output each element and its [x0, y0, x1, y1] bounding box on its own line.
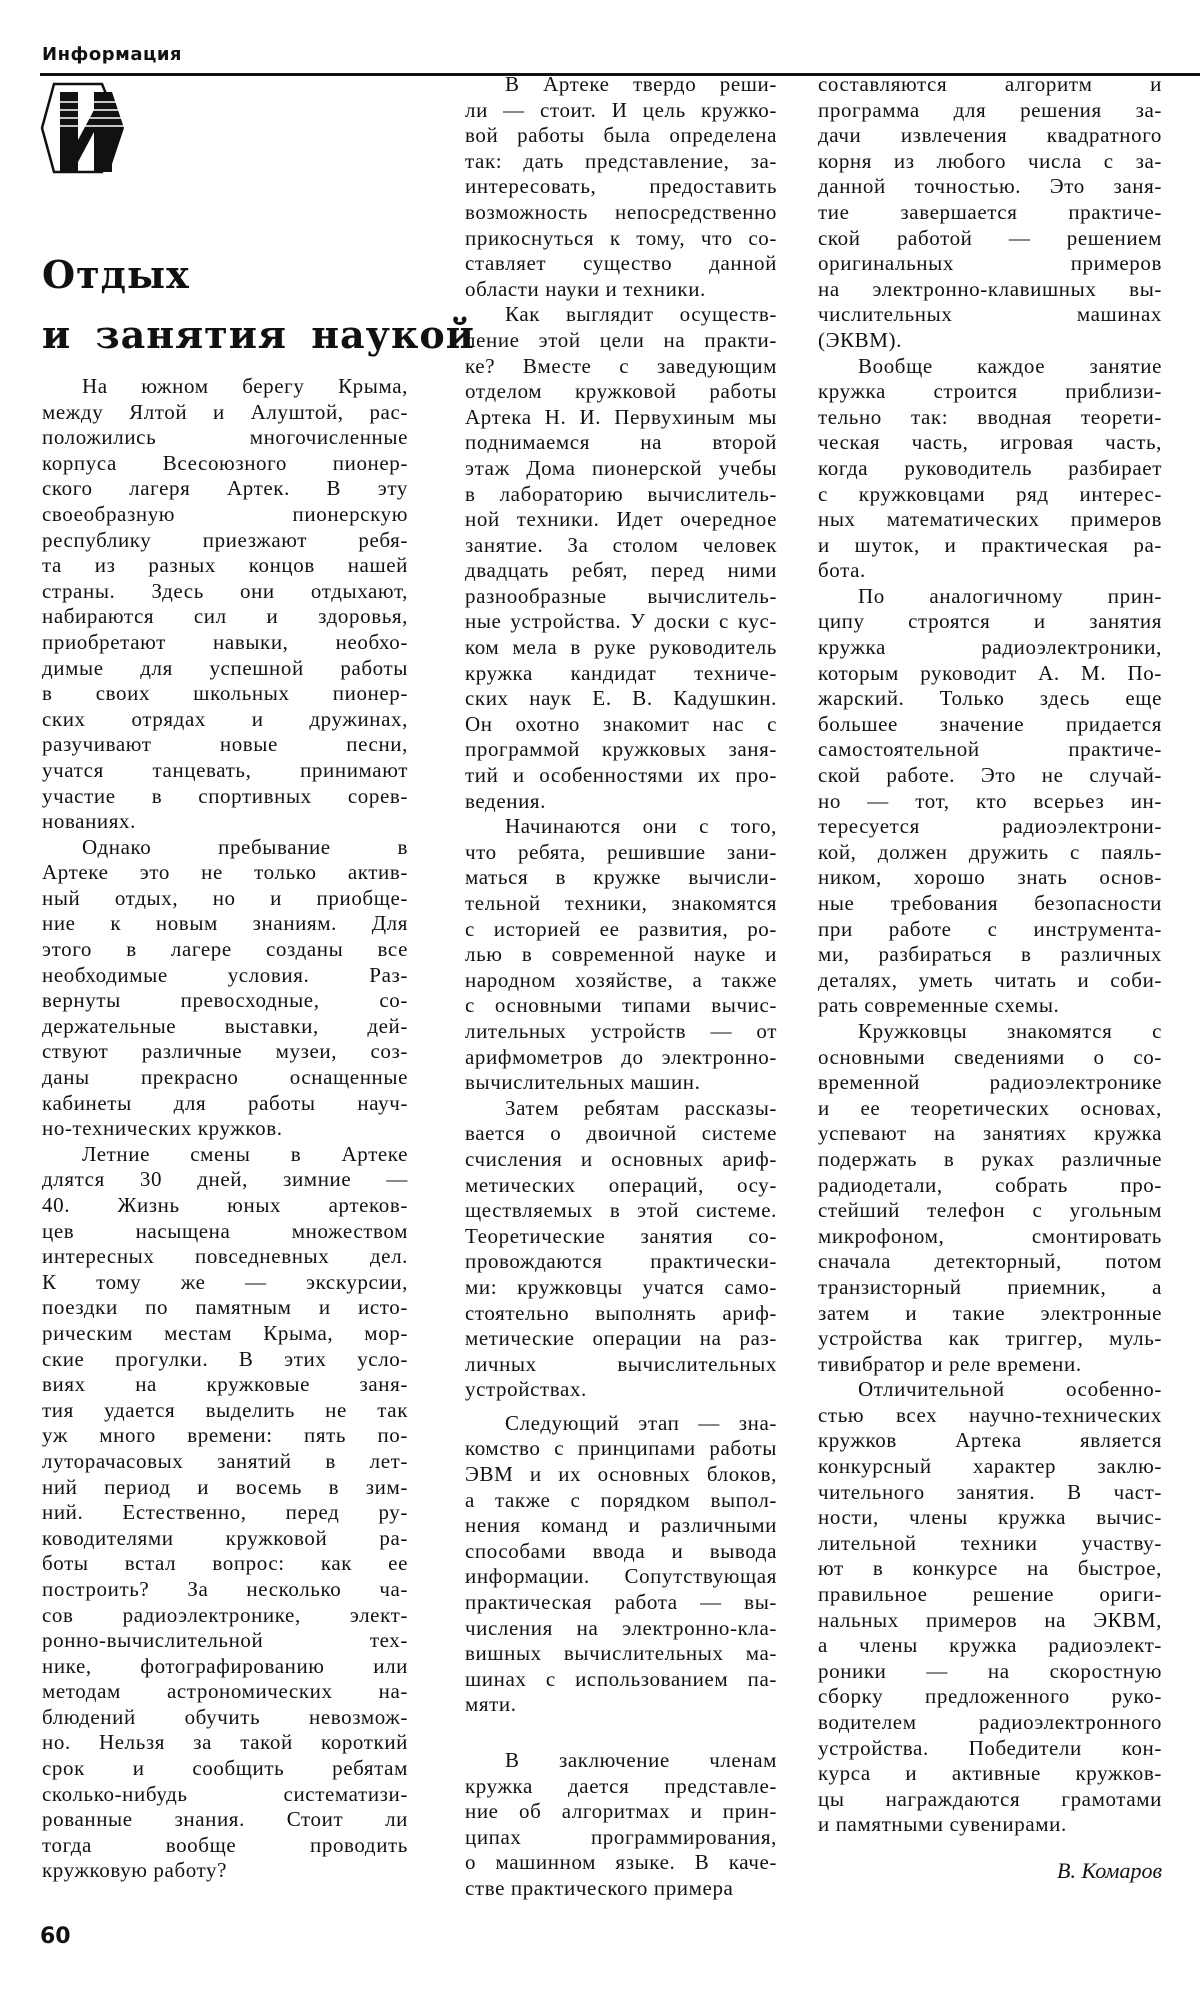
text-line: даны прекрасно оснащенные [42, 1065, 408, 1090]
text-line: области науки и техники. [465, 276, 706, 301]
text-line: тивибратор и реле времени. [818, 1351, 1082, 1376]
text-line: кружка кандидат техниче- [465, 660, 777, 685]
article-column-3 [818, 72, 1162, 1838]
text-line: ЭВМ и их основных блоков, [465, 1462, 777, 1487]
text-line: тельной техники, знакомятся [465, 891, 777, 915]
article-title-line-2: и занятия наукой [42, 312, 475, 357]
text-line: транзисторный приемник, а [818, 1274, 1162, 1299]
text-line: радиодетали, собрать про- [818, 1172, 1162, 1197]
text-line: ление этой цели на практи- [465, 327, 777, 352]
text-line: участие в спортивных сорев- [42, 783, 408, 808]
text-line: Теоретические занятия со- [465, 1223, 777, 1248]
text-line: ществляемых в этой системе. [465, 1198, 777, 1223]
text-line: построить? За несколько ча- [42, 1576, 408, 1601]
text-line: вишных вычислительных ма- [465, 1641, 777, 1666]
text-line: ком мела в руке руководитель [465, 635, 777, 660]
text-line: кой, должен дружить с паяль- [818, 839, 1162, 864]
text-line: микрофоном, смонтировать [818, 1223, 1162, 1248]
text-line: Артека Н. И. Первухиным мы [465, 404, 777, 429]
text-line: Однако пребывание в [82, 834, 408, 859]
text-line: Как выглядит осуществ- [505, 302, 777, 327]
text-line: и памятными сувенирами. [818, 1812, 1067, 1837]
text-line: так: дать представление, за- [465, 148, 777, 173]
text-line: ные требования безопасности [818, 891, 1162, 915]
text-line: корпуса Всесоюзного пионер- [42, 450, 408, 475]
text-line: кружка радиоэлектроники, [818, 635, 1162, 660]
text-line: луторачасовых занятий в лет- [42, 1448, 408, 1473]
section-label: Информация [42, 44, 182, 65]
text-line: личных вычислительных [465, 1351, 777, 1376]
text-line: ские прогулки. В этих усло- [42, 1346, 408, 1371]
text-line: тий и особенностями их про- [465, 763, 777, 788]
text-line: (ЭКВМ). [818, 327, 902, 352]
text-line: когда руководитель разбирает [818, 455, 1162, 480]
text-line: ской работой — решением [818, 225, 1162, 250]
text-line: вычислительных машин. [465, 1070, 701, 1095]
text-line: комство с принципами работы [465, 1436, 777, 1461]
text-line: которым руководит А. М. По- [818, 660, 1162, 685]
text-line: рать современные схемы. [818, 993, 1060, 1018]
text-line: счисления и основных ариф- [465, 1146, 777, 1171]
text-line: ные устройства. У доски с кус- [465, 609, 777, 634]
text-line: учатся танцевать, принимают [42, 757, 408, 782]
text-line: сначала детекторный, потом [818, 1249, 1162, 1274]
text-line: арифмометров до электронно- [465, 1044, 777, 1069]
text-line: жарский. Только здесь еще [818, 686, 1162, 711]
text-line: Артеке это не только актив- [42, 860, 408, 885]
text-line: народном хозяйстве, а также [465, 967, 777, 992]
text-line: дачи извлечения квадратного [818, 123, 1162, 148]
text-line: тогда вообще проводить [42, 1832, 408, 1857]
text-line: отделом кружковой работы [465, 379, 777, 404]
text-line: способами ввода и вывода [465, 1538, 777, 1563]
text-line: тересуется радиоэлектрони- [818, 814, 1162, 839]
text-line: Начинаются они с того, [505, 814, 777, 839]
paragraph [465, 814, 777, 1096]
text-line: набираются сил и здоровья, [42, 604, 408, 629]
text-line: ставляет существо данной [465, 251, 777, 276]
text-line: правильное решение ориги- [818, 1582, 1162, 1607]
article-column-2 [465, 72, 777, 1902]
text-line: затем и такие электронные [818, 1300, 1162, 1325]
text-line: цы награждаются грамотами [818, 1786, 1162, 1811]
paragraph [818, 1019, 1162, 1377]
text-line: виях на кружковые заня- [42, 1372, 408, 1397]
text-line: с историей ее развития, ро- [465, 916, 777, 941]
text-line: стве практического примера [465, 1875, 734, 1900]
text-line: разучивают новые песни, [42, 732, 408, 757]
text-line: ний. Естественно, перед ру- [42, 1500, 408, 1525]
text-line: ствуют различные музеи, соз- [42, 1039, 408, 1064]
text-line: Летние смены в Артеке [82, 1141, 408, 1166]
text-line: кружковую работу? [42, 1858, 228, 1883]
text-line: между Ялтой и Алуштой, рас- [42, 399, 408, 424]
text-line: вой работы была определена [465, 123, 777, 148]
text-line: необходимые условия. Раз- [42, 962, 408, 987]
text-line: на электронно-клавишных вы- [818, 276, 1162, 301]
article-column-1 [42, 374, 408, 1884]
text-line: ководителями кружковой ра- [42, 1525, 408, 1550]
text-line: и ее теоретических основах, [818, 1095, 1162, 1120]
text-line: двадцать ребят, перед ними [465, 558, 777, 583]
text-line: но — тот, кто всерьез ин- [818, 788, 1162, 813]
text-line: основными сведениями о со- [818, 1044, 1162, 1069]
text-line: ципах программирования, [465, 1824, 777, 1849]
text-line: Следующий этап — зна- [505, 1410, 777, 1435]
text-line: методам астрономических на- [42, 1679, 408, 1704]
text-line: В Артеке твердо реши- [505, 72, 777, 96]
text-line: шинах с использованием па- [465, 1666, 777, 1691]
text-line: стоятельно выполнять ариф- [465, 1300, 777, 1325]
text-line: лительной техники участву- [818, 1530, 1162, 1555]
text-line: ний период и восемь в зим- [42, 1474, 408, 1499]
text-line: практическая работа — вы- [465, 1590, 777, 1615]
text-line: бота. [818, 558, 866, 583]
text-line: ского лагеря Артек. В эту [42, 476, 408, 501]
paragraph [42, 374, 408, 835]
text-line: Затем ребятам рассказы- [505, 1095, 777, 1120]
text-line: срок и сообщить ребятам [42, 1756, 408, 1781]
text-line: но-технических кружков. [42, 1116, 283, 1141]
text-line: тельно так: вводная теорети- [818, 404, 1162, 429]
text-line: ской работе. Это не случай- [818, 763, 1162, 788]
text-line: сборку предложенного руко- [818, 1684, 1162, 1709]
text-line: ние к новым знаниям. Для [42, 911, 408, 936]
text-line: Кружковцы знакомятся с [858, 1018, 1162, 1043]
text-line: маться в кружке вычисли- [465, 865, 777, 890]
text-line: с основными типами вычис- [465, 993, 777, 1018]
text-line: роники — на скоростную [818, 1658, 1162, 1683]
text-line: числения на электронно-кла- [465, 1615, 777, 1640]
author-signature: В. Комаров [1057, 1858, 1162, 1883]
text-line: устройства. Победители кон- [818, 1735, 1162, 1760]
page-number: 60 [40, 1924, 71, 1949]
text-line: ние об алгоритмах и прин- [465, 1799, 777, 1824]
article-title-line-1: Отдых [42, 252, 190, 297]
text-line: составляются алгоритм и [818, 72, 1162, 96]
text-line: этаж Дома пионерской учебы [465, 455, 777, 480]
text-line: Он охотно знакомит нас с [465, 711, 777, 736]
text-line: положились многочисленные [42, 425, 408, 450]
text-line: провождаются практически- [465, 1249, 777, 1274]
text-line: при работе с инструмента- [818, 916, 1162, 941]
paragraph [818, 354, 1162, 584]
text-line: о машинном языке. В каче- [465, 1850, 777, 1875]
text-line: возможность непосредственно [465, 199, 777, 224]
text-line: ских наук Е. В. Кадушкин. [465, 686, 777, 711]
paragraph [42, 1142, 408, 1884]
text-line: а члены кружка радиоэлект- [818, 1633, 1162, 1658]
text-line: вается о двоичной системе [465, 1121, 777, 1146]
text-line: ных математических примеров [818, 507, 1162, 532]
text-line: сколько-нибудь систематизи- [42, 1781, 408, 1806]
text-line: Вообще каждое занятие [858, 353, 1162, 378]
paragraph [818, 72, 1162, 354]
text-line: программа для решения за- [818, 97, 1162, 122]
text-line: в лабораторию вычислитель- [465, 481, 777, 506]
paragraph [42, 835, 408, 1142]
text-line: интересных повседневных дел. [42, 1244, 408, 1269]
text-line: нения команд и различными [465, 1513, 777, 1538]
text-line: тие завершается практиче- [818, 199, 1162, 224]
text-line: корня из любого числа с за- [818, 148, 1162, 173]
text-line: ведения. [465, 788, 547, 813]
text-line: боты встал вопрос: как ее [42, 1551, 408, 1576]
text-line: лью в современной науке и [465, 942, 777, 967]
text-line: длятся 30 дней, зимние — [42, 1167, 408, 1192]
text-line: большее значение придается [818, 711, 1162, 736]
text-line: но. Нельзя за такой короткий [42, 1730, 408, 1755]
text-line: ности, члены кружка вычис- [818, 1505, 1162, 1530]
text-line: По аналогичному прин- [858, 583, 1162, 608]
text-line: устройствах. [465, 1377, 587, 1402]
text-line: в своих школьных пионер- [42, 681, 408, 706]
text-line: занятие. За столом человек [465, 532, 777, 557]
text-line: кружка дается представле- [465, 1773, 777, 1798]
text-line: кружков Артека является [818, 1428, 1162, 1453]
text-line: В заключение членам [505, 1748, 777, 1772]
text-line: димые для успешной работы [42, 655, 408, 680]
text-line: страны. Здесь они отдыхают, [42, 578, 408, 603]
text-line: метические операции на раз- [465, 1326, 777, 1351]
text-line: республику приезжают ребя- [42, 527, 408, 552]
text-line: стью всех научно-технических [818, 1402, 1162, 1427]
text-line: блюдений обучить невозмож- [42, 1704, 408, 1729]
text-line: кружка строится приблизи- [818, 379, 1162, 404]
text-line: ником, хорошо знать основ- [818, 865, 1162, 890]
text-line: разнообразные вычислитель- [465, 583, 777, 608]
text-line: устройства как триггер, муль- [818, 1326, 1162, 1351]
paragraph [465, 1748, 777, 1902]
text-line: Отличительной особенно- [858, 1377, 1162, 1402]
text-line: подержать в руках различные [818, 1146, 1162, 1171]
text-line: мяти. [465, 1692, 517, 1717]
text-line: рованные знания. Стоит ли [42, 1807, 408, 1832]
text-line: К тому же — экскурсии, [42, 1269, 408, 1294]
text-line: лительных устройств — от [465, 1018, 777, 1043]
text-line: На южном берегу Крыма, [82, 374, 408, 398]
paragraph [818, 584, 1162, 1019]
text-line: сов радиоэлектронике, элект- [42, 1602, 408, 1627]
text-line: оригинальных примеров [818, 251, 1162, 276]
magazine-logo-icon [40, 80, 124, 176]
text-line: ципу строятся и занятия [818, 609, 1162, 634]
text-line: ли — стоит. И цель кружко- [465, 97, 777, 122]
text-line: курса и активные кружков- [818, 1761, 1162, 1786]
paragraph [465, 1411, 777, 1718]
text-line: своеобразную пионерскую [42, 501, 408, 526]
text-line: водителем радиоэлектронного [818, 1710, 1162, 1734]
text-line: ют в конкурсе на быстрое, [818, 1556, 1162, 1581]
text-line: прикоснуться к тому, что со- [465, 225, 777, 250]
text-line: ми, разбираться в различных [818, 942, 1162, 967]
paragraph [465, 1096, 777, 1403]
text-line: а также с порядком выпол- [465, 1487, 777, 1512]
text-line: программой кружковых заня- [465, 737, 777, 762]
text-line: этого в лагере созданы все [42, 937, 408, 962]
text-line: поездки по памятным и исто- [42, 1295, 408, 1320]
text-line: ческая часть, игровая часть, [818, 430, 1162, 455]
text-line: рическим местам Крыма, мор- [42, 1320, 408, 1345]
text-line: числительных машинах [818, 302, 1162, 327]
text-line: и шуток, и практическая ра- [818, 532, 1162, 557]
text-line: цев насыщена множеством [42, 1218, 408, 1243]
text-line: самостоятельной практиче- [818, 737, 1162, 762]
text-line: ми: кружковцы учатся само- [465, 1274, 777, 1299]
text-line: поднимаемся на второй [465, 430, 777, 455]
text-line: конкурсный характер заклю- [818, 1454, 1162, 1479]
text-line: 40. Жизнь юных артеков- [42, 1193, 408, 1217]
text-line: временной радиоэлектронике [818, 1070, 1162, 1095]
text-line: успевают на занятиях кружка [818, 1121, 1162, 1146]
text-line: нальных примеров на ЭКВМ, [818, 1607, 1162, 1632]
text-line: тия удается выделить не так [42, 1397, 408, 1422]
text-line: метических операций, осу- [465, 1172, 777, 1197]
text-line: стейший телефон с угольным [818, 1198, 1162, 1223]
text-line: ный отдых, но и приобще- [42, 885, 408, 910]
text-line: уж много времени: пять по- [42, 1423, 408, 1448]
text-line: вернуты превосходные, со- [42, 988, 408, 1013]
text-line: ронно-вычислительной тех- [42, 1628, 408, 1653]
text-line: что ребята, решившие зани- [465, 839, 777, 864]
text-line: интересовать, предоставить [465, 174, 777, 199]
text-line: приобретают навыки, необхо- [42, 629, 408, 654]
text-line: кабинеты для работы науч- [42, 1090, 408, 1115]
text-line: деталях, уметь читать и соби- [818, 967, 1162, 992]
paragraph [465, 72, 777, 302]
text-line: ке? Вместе с заведующим [465, 353, 777, 378]
paragraph [465, 302, 777, 814]
text-line: держательные выставки, дей- [42, 1013, 408, 1038]
text-line: информации. Сопутствующая [465, 1564, 777, 1589]
paragraph [818, 1377, 1162, 1838]
text-line: та из разных концов нашей [42, 553, 408, 578]
text-line: ной техники. Идет очередное [465, 507, 777, 532]
text-line: ских отрядах и дружинах, [42, 706, 408, 731]
text-line: с кружковцами ряд интерес- [818, 481, 1162, 506]
text-line: нике, фотографированию или [42, 1653, 408, 1678]
text-line: чительного занятия. В част- [818, 1479, 1162, 1504]
text-line: нованиях. [42, 809, 136, 834]
text-line: данной точностью. Это заня- [818, 174, 1162, 199]
